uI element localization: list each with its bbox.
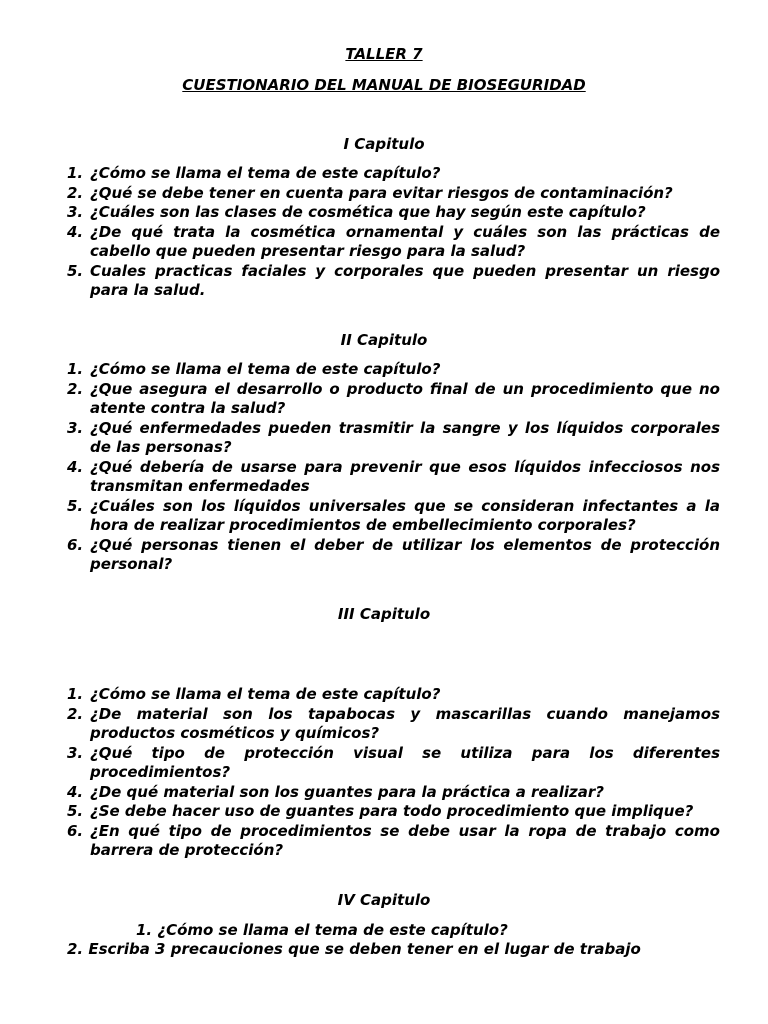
item-number: 3. — [67, 743, 84, 762]
list-item — [67, 203, 720, 223]
list-item — [67, 783, 720, 803]
document-subtitle: CUESTIONARIO DEL MANUAL DE BIOSEGURIDAD — [182, 76, 586, 94]
list-item — [67, 802, 720, 822]
list-item — [136, 921, 508, 941]
list-item — [67, 380, 720, 419]
question-text: ¿Cuáles son los líquidos universales que se consideran infectantes a la hora de realizar procedimientos de embellecimiento corporales? — [90, 496, 720, 534]
item-number: 4. — [67, 457, 84, 476]
question-text: ¿En qué tipo de procedimientos se debe usar la ropa de trabajo como barrera de protección? — [90, 821, 720, 859]
document-title: TALLER 7 — [345, 45, 423, 63]
list-item — [67, 536, 720, 575]
list-item — [67, 458, 720, 497]
section-title-1: I Capitulo — [343, 135, 425, 153]
list-item — [67, 223, 720, 262]
item-number: 4. — [67, 782, 84, 801]
question-text: ¿Qué tipo de protección visual se utiliza para los diferentes procedimientos? — [90, 743, 720, 781]
item-number: 1. — [67, 360, 84, 378]
item-number: 3. — [67, 203, 84, 221]
question-text: ¿Que asegura el desarrollo o producto final de un procedimiento que no atente contra la salud? — [90, 379, 720, 417]
question-list-3 — [67, 685, 720, 861]
question-text: ¿De material son los tapabocas y mascarillas cuando manejamos productos cosméticos y químicos? — [90, 704, 720, 742]
list-item — [67, 360, 720, 380]
question-text: ¿Cómo se llama el tema de este capítulo? — [90, 360, 441, 378]
section-title-3: III Capitulo — [337, 605, 431, 623]
list-item — [67, 822, 720, 861]
question-text: ¿Se debe hacer uso de guantes para todo procedimiento que implique? — [90, 802, 694, 820]
item-number: 1. — [67, 164, 84, 182]
list-item — [67, 419, 720, 458]
section-title-2: II Capitulo — [340, 331, 428, 349]
question-text: ¿De qué material son los guantes para la práctica a realizar? — [90, 782, 604, 801]
item-number: 6. — [67, 821, 84, 840]
question-text: Escriba 3 precauciones que se deben tener en el lugar de trabajo — [88, 940, 641, 958]
item-number: 1. — [136, 921, 153, 939]
item-number: 5. — [67, 261, 84, 280]
section-title-4: IV Capitulo — [337, 891, 431, 909]
question-text: ¿De qué trata la cosmética ornamental y cuáles son las prácticas de cabello que pueden presentar riesgo para la salud? — [90, 222, 720, 260]
item-number: 5. — [67, 802, 84, 820]
item-number: 2. — [67, 704, 84, 723]
item-number: 2. — [67, 183, 84, 202]
question-text: Cuales practicas faciales y corporales que pueden presentar un riesgo para la salud. — [90, 261, 720, 299]
question-text: ¿Qué enfermedades pueden trasmitir la sangre y los líquidos corporales de las personas? — [90, 418, 720, 456]
list-item — [67, 940, 641, 960]
item-number: 6. — [67, 535, 84, 554]
question-list-1 — [67, 164, 720, 301]
list-item — [67, 164, 720, 184]
list-item — [67, 685, 720, 705]
item-number: 5. — [67, 496, 84, 515]
question-text: ¿Qué se debe tener en cuenta para evitar riesgos de contaminación? — [90, 183, 673, 202]
item-number: 4. — [67, 222, 84, 241]
question-text: ¿Qué debería de usarse para prevenir que esos líquidos infecciosos nos transmitan enfermedades — [90, 457, 720, 495]
question-text: ¿Cómo se llama el tema de este capítulo? — [90, 164, 441, 182]
question-text: ¿Cómo se llama el tema de este capítulo? — [90, 685, 441, 703]
question-text: ¿Cómo se llama el tema de este capítulo? — [157, 921, 508, 939]
item-number: 2. — [67, 379, 84, 398]
list-item — [67, 262, 720, 301]
list-item — [67, 744, 720, 783]
question-text: ¿Qué personas tienen el deber de utilizar los elementos de protección personal? — [90, 535, 720, 573]
item-number: 2. — [67, 940, 84, 958]
item-number: 1. — [67, 685, 84, 703]
item-number: 3. — [67, 418, 84, 437]
list-item — [67, 497, 720, 536]
question-text: ¿Cuáles son las clases de cosmética que hay según este capítulo? — [90, 203, 646, 221]
question-list-2 — [67, 360, 720, 575]
list-item — [67, 705, 720, 744]
list-item — [67, 184, 720, 204]
